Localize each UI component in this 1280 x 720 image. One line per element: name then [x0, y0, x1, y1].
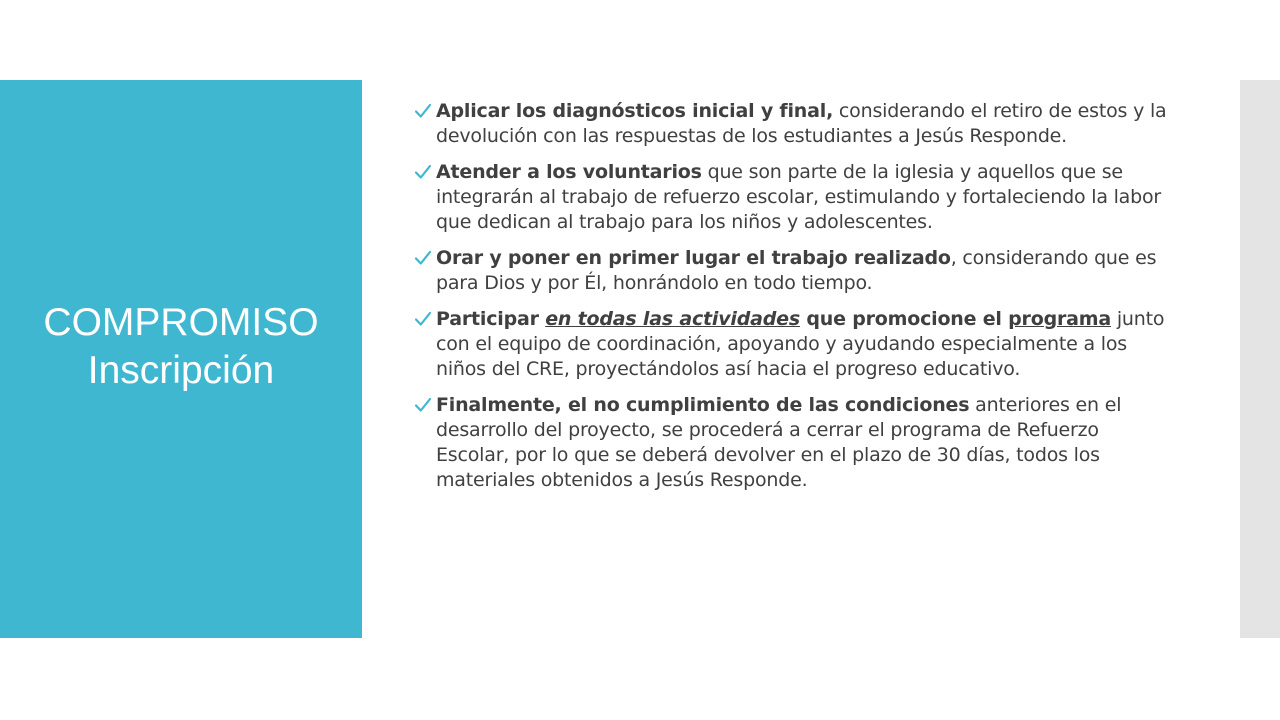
- bullet-4-text: junto con el equipo de coordinación, apoyando y ayudando especialmente a los niños del CRE, proyectándolos así hacia el progreso educativo.: [436, 308, 1165, 380]
- bullet-list: [414, 99, 1174, 504]
- bullet-1-bold: Aplicar los diagnósticos inicial y final,: [436, 100, 834, 122]
- bullet-5-bold: Finalmente, el no cumplimiento de las condiciones: [436, 394, 970, 416]
- title-line-1: COMPROMISO: [43, 301, 319, 345]
- bullet-item-2: [414, 160, 1174, 235]
- bullet-3-bold: Orar y poner en primer lugar el trabajo realizado: [436, 247, 951, 269]
- title-panel: [0, 80, 362, 638]
- bullet-4-underline: programa: [1008, 308, 1111, 330]
- bullet-2-text: que son parte de la iglesia y aquellos que se integrarán al trabajo de refuerzo escolar, estimulando y fortaleciendo la labor que dedican al trabajo para los niños y adolescentes.: [436, 161, 1162, 233]
- bullet-4-bold-2: que promocione el: [799, 308, 1009, 330]
- bullet-item-5: [414, 393, 1174, 493]
- checkmark-icon: [414, 102, 432, 120]
- checkmark-icon: [414, 310, 432, 328]
- side-accent-bar: [1240, 80, 1280, 638]
- bullet-item-1: [414, 99, 1174, 149]
- bullet-3-text: , considerando que es para Dios y por Él, honrándolo en todo tiempo.: [436, 247, 1157, 294]
- checkmark-icon: [414, 396, 432, 414]
- checkmark-icon: [414, 163, 432, 181]
- bullet-item-3: [414, 246, 1174, 296]
- bullet-4-bold: Participar: [436, 308, 546, 330]
- title-line-2: Inscripción: [87, 349, 275, 392]
- bullet-item-4: [414, 307, 1174, 382]
- bullet-2-bold: Atender a los voluntarios: [436, 161, 702, 183]
- checkmark-icon: [414, 249, 432, 267]
- slide-title: [43, 299, 318, 395]
- bullet-4-emphasis: en todas las actividades: [545, 308, 800, 330]
- bullet-5-text: anteriores en el desarrollo del proyecto, se procederá a cerrar el programa de Refuerzo Escolar, por lo que se deberá devolver en el plazo de 30 días, todos los materiales obtenidos a Jesús Responde.: [436, 394, 1122, 491]
- bullet-1-text: considerando el retiro de estos y la devolución con las respuestas de los estudiantes a Jesús Responde.: [436, 100, 1167, 147]
